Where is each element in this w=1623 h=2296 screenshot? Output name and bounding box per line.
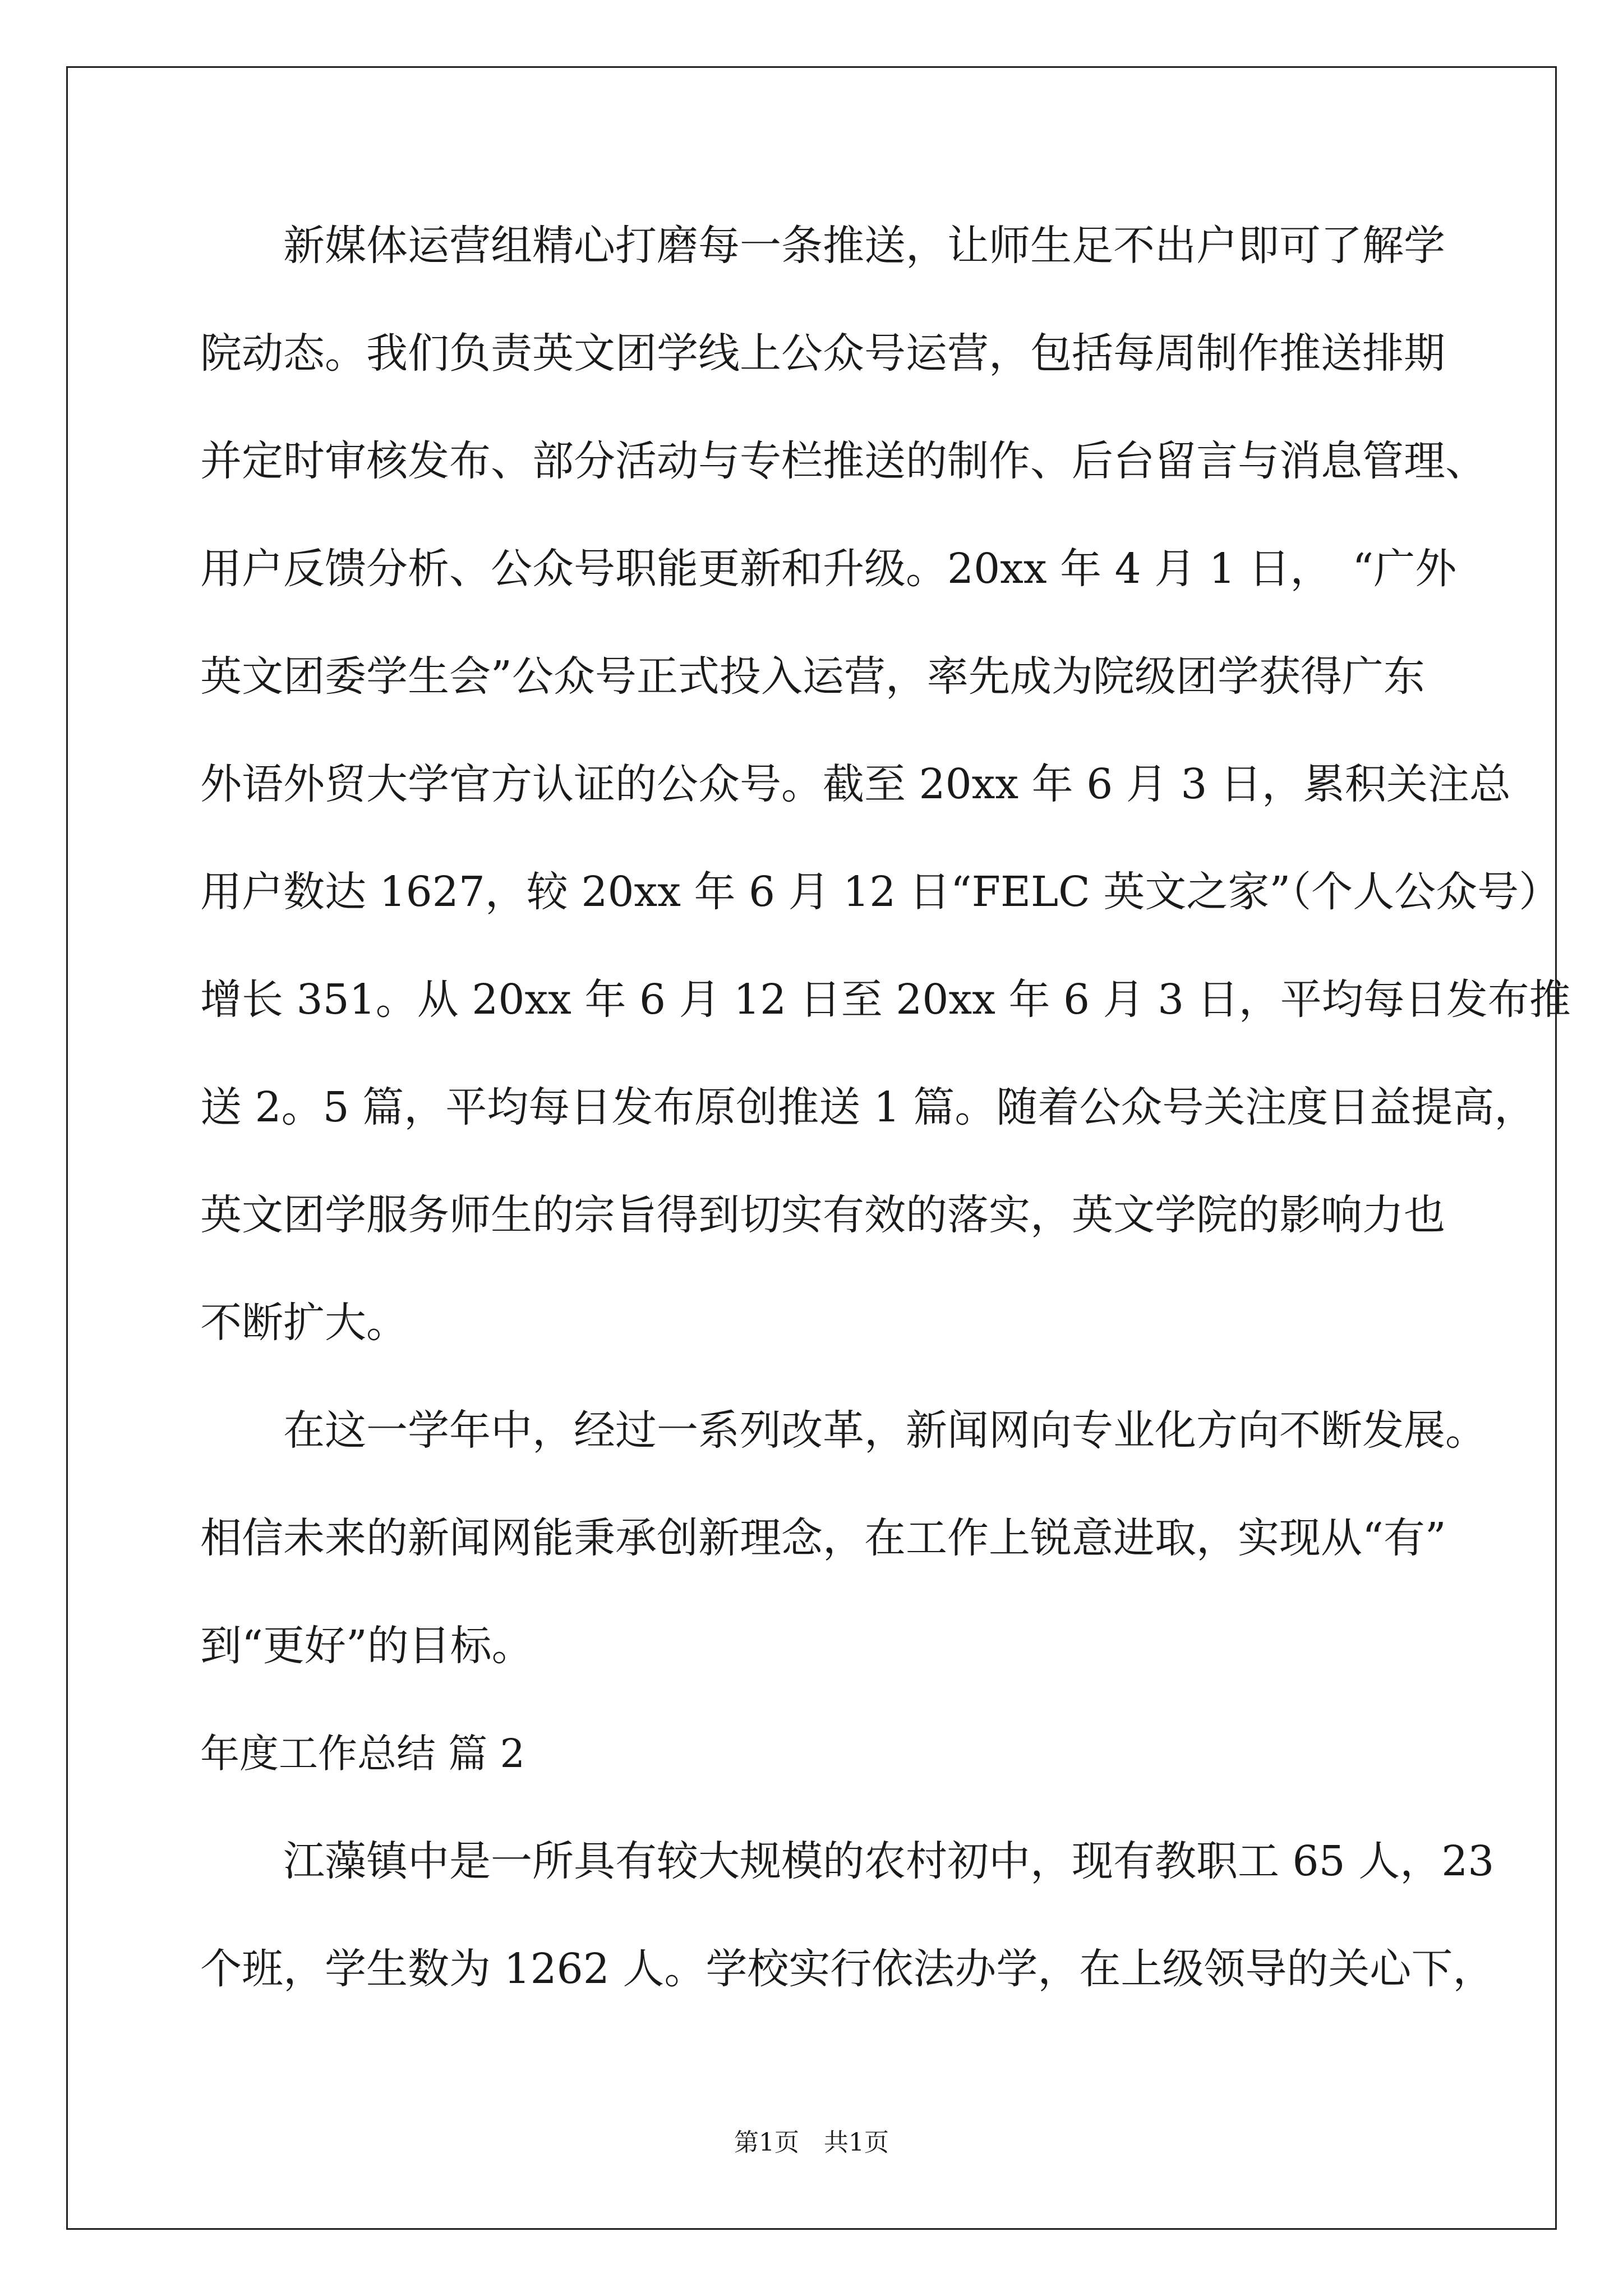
paragraph-line: 并定时审核发布、部分活动与专栏推送的制作、后台留言与消息管理、 — [200, 437, 1487, 485]
paragraph-line: 相信未来的新闻网能秉承创新理念，在工作上锐意进取，实现从“有” — [200, 1514, 1446, 1562]
paragraph-line: 到“更好”的目标。 — [200, 1622, 533, 1670]
page-footer: 第1页 共1页 — [734, 2128, 889, 2157]
paragraph-line: 英文团委学生会”公众号正式投入运营，率先成为院级团学获得广东 — [200, 652, 1425, 701]
paragraph-line: 院动态。我们负责英文团学线上公众号运营，包括每周制作推送排期 — [200, 329, 1445, 378]
paragraph-line: 新媒体运营组精心打磨每一条推送，让师生足不出户即可了解学 — [200, 222, 1445, 270]
paragraph-line: 用户数达 1627，较 20xx 年 6 月 12 日“FELC 英文之家”（个人公众号） — [200, 868, 1561, 916]
section-heading: 年度工作总结 篇 2 — [200, 1731, 525, 1777]
paragraph-line: 不断扩大。 — [200, 1299, 408, 1347]
page-border — [66, 66, 1557, 2230]
paragraph-line: 送 2。5 篇，平均每日发布原创推送 1 篇。随着公众号关注度日益提高， — [200, 1083, 1536, 1131]
paragraph-line: 在这一学年中，经过一系列改革，新闻网向专业化方向不断发展。 — [200, 1406, 1487, 1455]
paragraph-line: 英文团学服务师生的宗旨得到切实有效的落实，英文学院的影响力也 — [200, 1191, 1445, 1239]
paragraph-line: 用户反馈分析、公众号职能更新和升级。20xx 年 4 月 1 日， “广外 — [200, 545, 1457, 593]
paragraph-line: 增长 351。从 20xx 年 6 月 12 日至 20xx 年 6 月 3 日，平均每日发布推 — [200, 976, 1571, 1024]
paragraph-line: 江藻镇中是一所具有较大规模的农村初中，现有教职工 65 人，23 — [200, 1837, 1495, 1885]
paragraph-line: 外语外贸大学官方认证的公众号。截至 20xx 年 6 月 3 日，累积关注总 — [200, 760, 1511, 808]
paragraph-line: 个班，学生数为 1262 人。学校实行依法办学，在上级领导的关心下， — [200, 1945, 1495, 1993]
